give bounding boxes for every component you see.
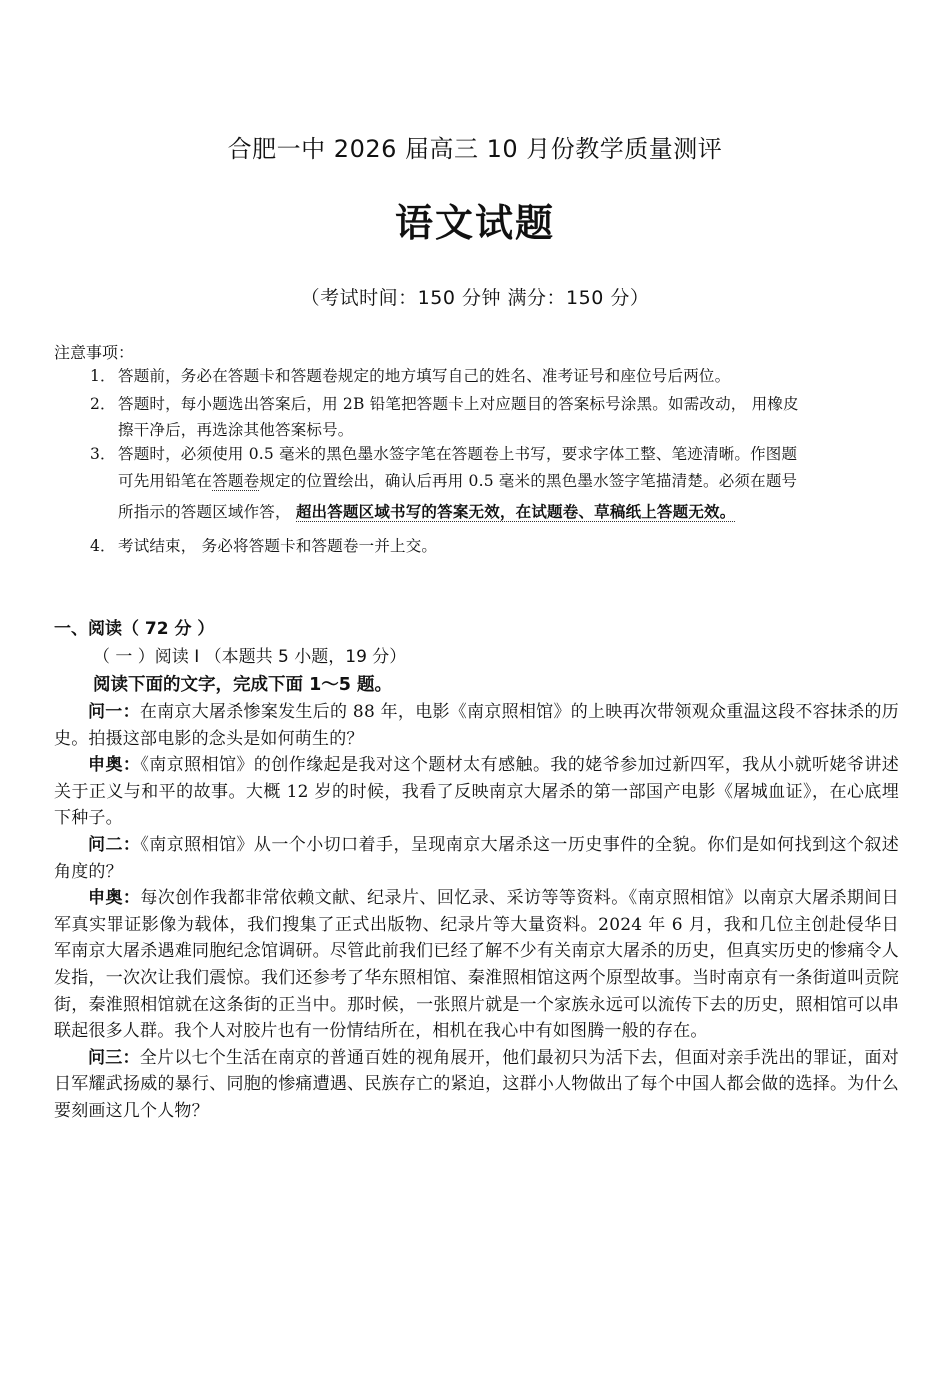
note-text-part: 规定的位置绘出，确认后再用 0.5 毫米的黑色墨水签字笔描清楚。必须在题号 bbox=[259, 472, 798, 490]
paragraph-text: 《南京照相馆》从一个小切口着手，呈现南京大屠杀这一历史事件的全貌。你们是如何找到这个叙述角度的？ bbox=[54, 834, 899, 882]
note-text: 答题时，必须使用 0.5 毫米的黑色墨水签字笔在答题卷上书写，要求字体工整、笔迹清晰。作图题 bbox=[118, 445, 798, 463]
exam-time-score: （考试时间：150 分钟 满分：150 分） bbox=[300, 287, 650, 309]
article-paragraph bbox=[54, 832, 899, 885]
article-body bbox=[54, 699, 899, 1125]
speaker-label: 申奥： bbox=[88, 888, 141, 909]
note-text-line3 bbox=[90, 499, 905, 526]
note-item-2 bbox=[90, 391, 905, 443]
note-number: 2． bbox=[90, 395, 116, 413]
note-text: 考试结束， 务必将答题卡和答题卷一并上交。 bbox=[118, 537, 438, 555]
note-text-part: 可先用铅笔在 bbox=[118, 472, 213, 490]
note-text-continued: 擦干净后，再选涂其他答案标号。 bbox=[118, 421, 354, 439]
subject-title: 语文试题 bbox=[394, 200, 555, 245]
note-item-3 bbox=[90, 441, 905, 526]
note-text: 答题前，务必在答题卡和答题卷规定的地方填写自己的姓名、准考证号和座位号后两位。 bbox=[118, 367, 731, 385]
article-paragraph bbox=[54, 1045, 899, 1125]
note-text: 答题时，每小题选出答案后，用 2B 铅笔把答题卡上对应题目的答案标号涂黑。如需改动， 用橡皮 bbox=[118, 395, 799, 413]
paragraph-text: 每次创作我都非常依赖文献、纪录片、回忆录、采访等等资料。《南京照相馆》以南京大屠杀期间日军真实罪证影像为载体，我们搜集了正式出版物、纪录片等大量资料。2024 年 6 月，我和几位主创赴侵华日军南京大屠杀遇难同胞纪念馆调研。尽管此前我们已经了解不少有关南京大屠杀的历史，但真实历史的惨痛令人发指，一次次让我们震惊。我们还参考了华东照相馆、秦淮照相馆这两个原型故事。当时南京有一条街道叫贡院街，秦淮照相馆就在这条街的正当中。那时候，一张照片就是一个家族永远可以流传下去的历史，照相馆可以串联起很多人群。我个人对胶片也有一份情结所在，相机在我心中有如图腾一般的存在。 bbox=[54, 888, 899, 1042]
note-text-line2 bbox=[90, 468, 905, 495]
note-item-1 bbox=[90, 363, 905, 389]
note-text-part: 所指示的答题区域作答， bbox=[118, 503, 296, 521]
reading-subtitle: （ 一 ）阅读 I （本题共 5 小题，19 分） bbox=[93, 647, 407, 667]
speaker-label: 问二： bbox=[88, 834, 141, 855]
note-number: 1． bbox=[90, 367, 116, 385]
exam-header-title: 合肥一中 2026 届高三 10 月份教学质量测评 bbox=[227, 135, 723, 163]
note-item-4 bbox=[90, 533, 905, 559]
reading-instruction: 阅读下面的文字，完成下面 1～5 题。 bbox=[93, 675, 393, 695]
notes-heading: 注意事项： bbox=[54, 343, 135, 362]
note-emphasis-dotted: 答题卷 bbox=[212, 472, 260, 490]
article-paragraph bbox=[54, 699, 899, 752]
article-paragraph bbox=[54, 885, 899, 1045]
note-number: 3． bbox=[90, 445, 116, 463]
note-emphasis-bold: 超出答题区域书写的答案无效，在试题卷、草稿纸上答题无效。 bbox=[295, 503, 736, 521]
paragraph-text: 《南京照相馆》的创作缘起是我对这个题材太有感触。我的姥爷参加过新四军，我从小就听姥爷讲述关于正义与和平的故事。大概 12 岁的时候，我看了反映南京大屠杀的第一部国产电影《屠城血证》，在心底埋下种子。 bbox=[54, 755, 899, 829]
note-number: 4． bbox=[90, 537, 116, 555]
speaker-label: 问一： bbox=[88, 702, 140, 722]
paragraph-text: 全片以七个生活在南京的普通百姓的视角展开，他们最初只为活下去，但面对亲手洗出的罪证，面对日军耀武扬威的暴行、同胞的惨痛遭遇、民族存亡的紧迫，这群小人物做出了每个中国人都会做的选择。为什么要刻画这几个人物？ bbox=[54, 1047, 899, 1121]
speaker-label: 问三： bbox=[88, 1047, 140, 1068]
section-title: 一、阅读（ 72 分 ） bbox=[54, 619, 215, 639]
speaker-label: 申奥： bbox=[88, 755, 141, 776]
paragraph-text: 在南京大屠杀惨案发生后的 88 年，电影《南京照相馆》的上映再次带领观众重温这段不容抹杀的历史。拍摄这部电影的念头是如何萌生的？ bbox=[54, 702, 900, 749]
article-paragraph bbox=[54, 752, 899, 832]
